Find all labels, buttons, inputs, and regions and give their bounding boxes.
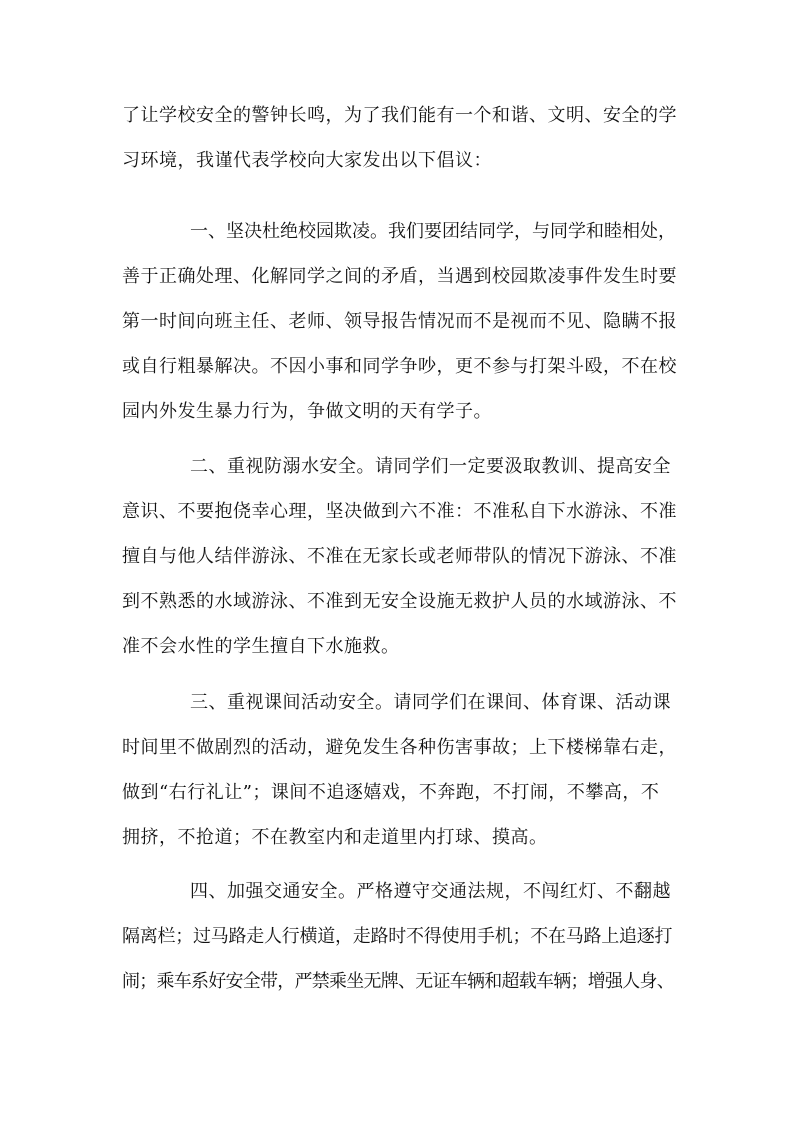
- text-line: 拥挤，不抢道；不在教室内和走道里内打球、摸高。: [122, 827, 548, 848]
- text-line: 意识、不要抱侥幸心理，坚决做到六不准：不准私自下水游泳、不准: [122, 501, 677, 522]
- text-line: 闹；乘车系好安全带，严禁乘坐无牌、无证车辆和超载车辆；增强人身、: [122, 971, 674, 992]
- text-line: 了让学校安全的警钟长鸣，为了我们能有一个和谐、文明、安全的学: [122, 105, 677, 126]
- text-line: 到不熟悉的水域游泳、不准到无安全设施无救护人员的水域游泳、不: [122, 591, 677, 612]
- text-line: 园内外发生暴力行为，争做文明的天有学子。: [122, 401, 492, 422]
- text-line: 习环境，我谨代表学校向大家发出以下倡议：: [122, 150, 492, 171]
- text-line: 二、重视防溺水安全。请同学们一定要汲取教训、提高安全: [190, 456, 671, 477]
- text-line: 或自行粗暴解决。不因小事和同学争吵，更不参与打架斗殴，不在校: [122, 356, 677, 377]
- text-line: 一、坚决杜绝校园欺凌。我们要团结同学，与同学和睦相处，: [190, 221, 676, 242]
- text-line: 隔离栏；过马路走人行横道，走路时不得使用手机；不在马路上追逐打: [122, 926, 673, 947]
- text-line: 准不会水性的学生擅自下水施救。: [122, 636, 400, 657]
- text-line: 善于正确处理、化解同学之间的矛盾，当遇到校园欺凌事件发生时要: [122, 266, 677, 287]
- text-line: 四、加强交通安全。严格遵守交通法规，不闯红灯、不翻越: [190, 881, 671, 902]
- text-line: 擅自与他人结伴游泳、不准在无家长或老师带队的情况下游泳、不准: [122, 546, 677, 567]
- text-line: 做到“右行礼让”；课间不追逐嬉戏，不奔跑，不打闹，不攀高，不: [122, 782, 660, 803]
- text-line: 时间里不做剧烈的活动，避免发生各种伤害事故；上下楼梯靠右走，: [122, 737, 677, 758]
- text-line: 第一时间向班主任、老师、领导报告情况而不是视而不见、隐瞒不报: [122, 311, 677, 332]
- text-line: 三、重视课间活动安全。请同学们在课间、体育课、活动课: [190, 692, 671, 713]
